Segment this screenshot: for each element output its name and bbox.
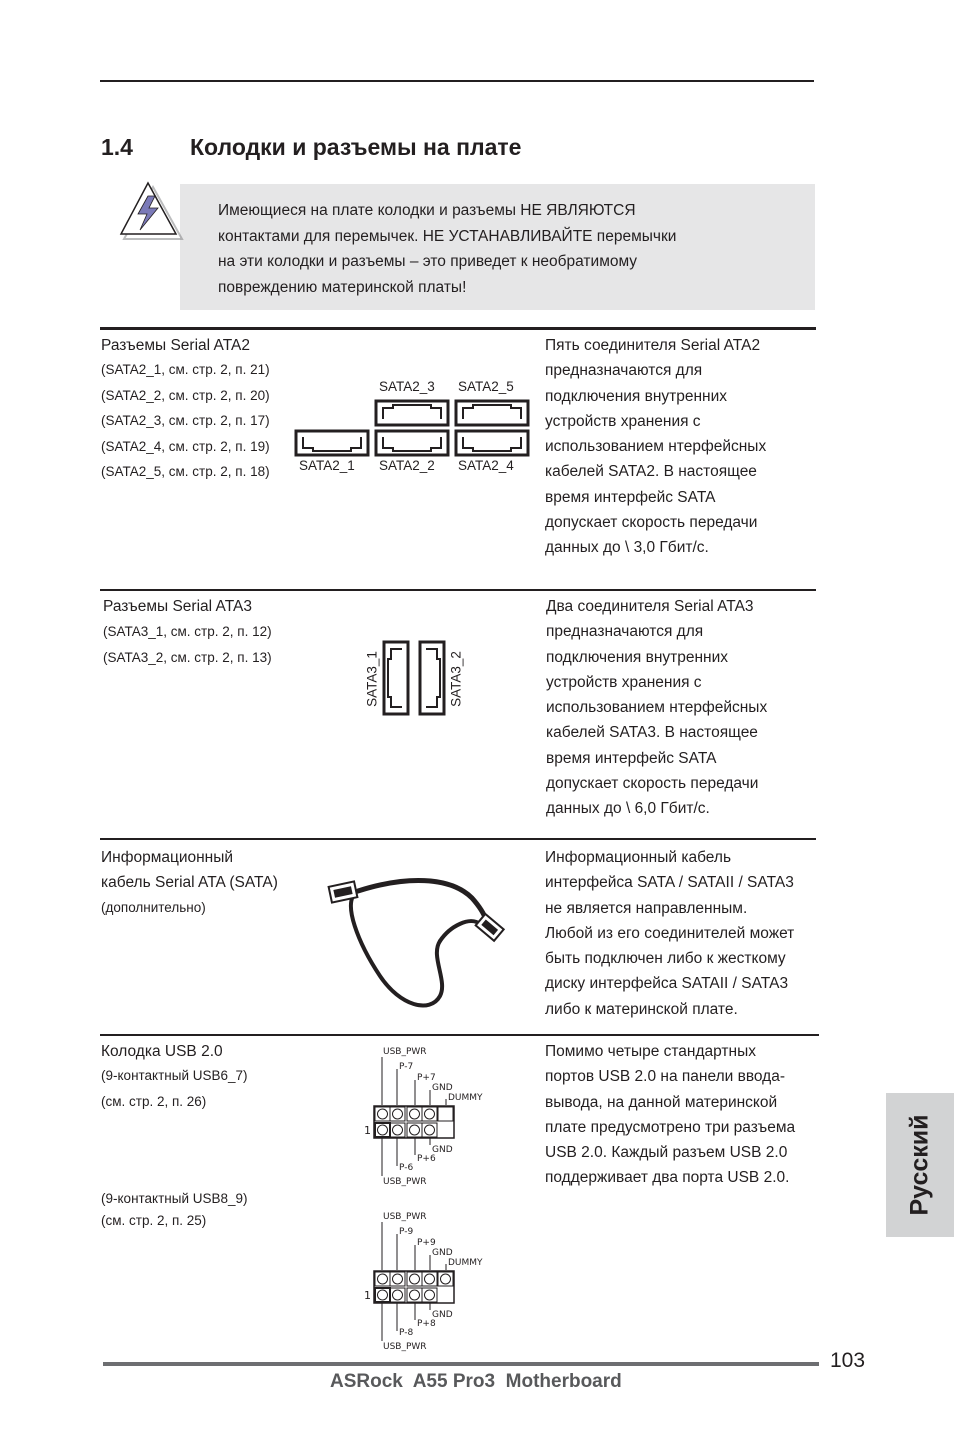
desc-line: время интерфейс SATA	[546, 749, 717, 767]
sata3-2-label-wrap	[443, 644, 469, 714]
section-rule	[100, 327, 816, 330]
usb-header2-dummy: DUMMY	[448, 1258, 483, 1268]
desc-line: Два соединителя Serial ATA3	[546, 598, 754, 615]
usb-header2-p-minus-bottom: P-8	[399, 1328, 414, 1338]
desc-line: портов USB 2.0 на панели ввода-	[545, 1068, 785, 1086]
desc-line: интерфейса SATA / SATAII / SATA3	[545, 874, 794, 892]
usb-ref: (см. стр. 2, п. 26)	[101, 1093, 207, 1109]
section-number: 1.4	[101, 134, 133, 160]
top-rule	[100, 80, 814, 82]
sata3-1-label-wrap	[359, 644, 385, 714]
sata3-ref: (SATA3_1, см. стр. 2, п. 12)	[103, 624, 272, 639]
cable-connector-right	[476, 914, 504, 941]
sata3-1-connector	[384, 642, 408, 714]
desc-line: допускает скорость передачи	[545, 514, 758, 532]
sata2-3-connector	[376, 401, 448, 425]
desc-line: допускает скорость передачи	[546, 775, 759, 793]
footer-rule	[103, 1362, 819, 1366]
usb-header2-gnd-bottom: GND	[432, 1310, 453, 1320]
usb-header1-p-minus-top: P-7	[399, 1062, 414, 1072]
sata2-title: Разъемы Serial ATA2	[101, 337, 250, 354]
desc-line: кабелей SATA3. В настоящее	[546, 724, 758, 742]
sata2-3-label: SATA2_3	[379, 379, 435, 394]
usb-header1-dummy: DUMMY	[448, 1093, 483, 1103]
sata2-5-connector	[456, 401, 528, 425]
usb-ref: (9-контактный USB8_9)	[101, 1191, 248, 1206]
warning-lightning-icon	[118, 180, 184, 242]
cable-title-line: кабель Serial ATA (SATA)	[101, 874, 278, 891]
cable-title	[101, 845, 278, 895]
sata3-2-connector	[420, 642, 444, 714]
sata2-description	[545, 333, 766, 561]
usb-description	[545, 1039, 795, 1191]
warning-line: Имеющиеся на плате колодки и разъемы НЕ ЯВЛЯЮТСЯ	[218, 202, 636, 219]
warning-line: на эти колодки и разъемы – это приведет к необратимому	[218, 253, 638, 270]
usb-header2-bottom-pwr: USB_PWR	[383, 1342, 427, 1352]
desc-line: поддерживает два порта USB 2.0.	[545, 1169, 790, 1187]
usb-header1-pinout	[360, 1042, 500, 1190]
warning-line: повреждению материнской платы!	[218, 278, 467, 296]
desc-line: предназначаются для	[546, 623, 704, 641]
cable-note: (дополнительно)	[101, 900, 206, 915]
desc-line: время интерфейс SATA	[545, 488, 716, 506]
sata3-title: Разъемы Serial ATA3	[103, 598, 252, 615]
language-tab-label: Русский	[905, 1114, 934, 1216]
sata2-2-connector	[376, 431, 448, 455]
sata2-refs	[101, 357, 270, 485]
desc-line: вывода, на данной материнской	[545, 1093, 778, 1111]
desc-line: не является направленным.	[545, 899, 748, 917]
sata3-connectors-diagram	[380, 638, 452, 718]
sata2-5-label: SATA2_5	[458, 379, 514, 394]
page-number: 103	[830, 1349, 866, 1372]
sata2-1-connector	[296, 431, 368, 455]
section-title: Колодки и разъемы на плате	[190, 134, 522, 160]
sata-cable-illustration	[320, 866, 515, 1016]
sata3-refs	[103, 619, 272, 670]
sata2-ref: (SATA2_3, см. стр. 2, п. 17)	[101, 413, 270, 428]
usb-header2-gnd-top: GND	[432, 1248, 453, 1258]
sata2-2-label: SATA2_2	[379, 458, 435, 473]
section-rule	[100, 589, 816, 591]
sata2-1-label: SATA2_1	[299, 458, 355, 473]
usb-ref: (9-контактный USB6_7)	[101, 1068, 248, 1083]
usb-header1-pin1: 1	[364, 1124, 371, 1137]
sata2-ref: (SATA2_5, см. стр. 2, п. 18)	[101, 464, 270, 479]
footer-product: ASRock A55 Pro3 Motherboard	[330, 1371, 622, 1392]
desc-line: быть подключен либо к жесткому	[545, 950, 786, 968]
desc-line: плате предусмотрено три разъема	[545, 1118, 796, 1136]
desc-line: данных до \ 3,0 Гбит/с.	[545, 539, 709, 557]
desc-line: либо к материнской плате.	[545, 1000, 738, 1018]
sata2-ref: (SATA2_1, см. стр. 2, п. 21)	[101, 362, 270, 377]
warning-line: контактами для перемычек. НЕ УСТАНАВЛИВАЙТЕ перемычки	[218, 227, 677, 245]
usb-header2-pinout	[360, 1207, 500, 1355]
desc-line: Любой из его соединителей может	[545, 924, 795, 942]
usb-header2-p-plus-bottom: P+8	[417, 1319, 436, 1329]
cable-description	[545, 845, 794, 1022]
desc-line: кабелей SATA2. В настоящее	[545, 463, 757, 481]
desc-line: устройств хранения с	[545, 412, 701, 430]
section-rule	[100, 838, 816, 840]
cable-title-line: Информационный	[101, 849, 234, 866]
sata3-description	[546, 594, 767, 822]
warning-text	[218, 198, 778, 300]
usb-header2-p-plus-top: P+9	[417, 1238, 436, 1248]
desc-line: данных до \ 6,0 Гбит/с.	[546, 800, 710, 818]
language-tab-label-wrap	[886, 1093, 954, 1237]
desc-line: USB 2.0. Каждый разъем USB 2.0	[545, 1144, 788, 1162]
usb-title: Колодка USB 2.0	[101, 1043, 223, 1060]
usb-header2-p-minus-top: P-9	[399, 1227, 414, 1237]
desc-line: Пять соединителя Serial ATA2	[545, 337, 761, 354]
desc-line: предназначаются для	[545, 362, 703, 380]
desc-line: Помимо четыре стандартных	[545, 1043, 756, 1060]
sata2-4-connector	[456, 431, 528, 455]
section-rule	[100, 1034, 819, 1036]
desc-line: использованием нтерфейсных	[546, 699, 768, 717]
usb-ref: (см. стр. 2, п. 25)	[101, 1213, 207, 1228]
sata3-ref: (SATA3_2, см. стр. 2, п. 13)	[103, 649, 272, 665]
desc-line: устройств хранения с	[546, 673, 702, 691]
sata3-2-label: SATA3_2	[448, 651, 464, 707]
sata3-1-label: SATA3_1	[364, 651, 380, 707]
sata2-ref: (SATA2_2, см. стр. 2, п. 20)	[101, 387, 270, 403]
sata2-4-label: SATA2_4	[458, 458, 514, 473]
usb-header2-top-pwr: USB_PWR	[383, 1212, 427, 1222]
desc-line: подключения внутренних	[545, 387, 728, 405]
sata2-ref: (SATA2_4, см. стр. 2, п. 19)	[101, 438, 270, 454]
desc-line: подключения внутренних	[546, 648, 729, 666]
usb-header1-bottom-pwr: USB_PWR	[383, 1177, 427, 1187]
usb-header1-p-plus-top: P+7	[417, 1073, 436, 1083]
usb-header1-refs	[101, 1063, 248, 1114]
usb-header1-gnd-top: GND	[432, 1083, 453, 1093]
desc-line: диску интерфейса SATAII / SATA3	[545, 975, 789, 993]
desc-line: Информационный кабель	[545, 849, 732, 866]
usb-header2-refs	[101, 1188, 248, 1232]
usb-header2-pin1: 1	[364, 1289, 371, 1302]
desc-line: использованием нтерфейсных	[545, 438, 767, 456]
usb-header1-gnd-bottom: GND	[432, 1145, 453, 1155]
usb-header1-p-minus-bottom: P-6	[399, 1163, 414, 1173]
usb-header1-p-plus-bottom: P+6	[417, 1154, 436, 1164]
usb-header1-top-pwr: USB_PWR	[383, 1047, 427, 1057]
